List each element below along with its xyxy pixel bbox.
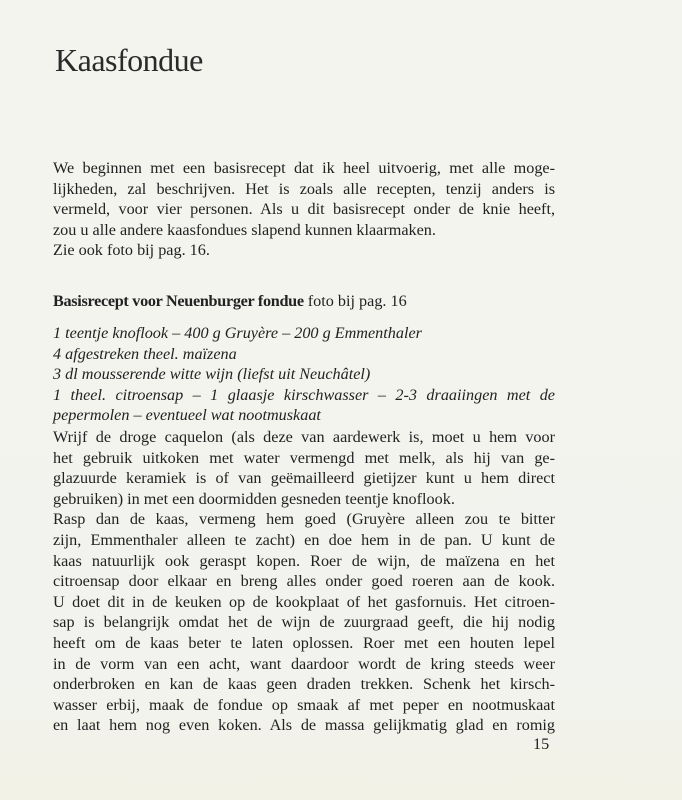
method-line: glazuurde keramiek is of van geëmailleerd gietijzer kunt u hem direct [53, 469, 555, 488]
ingredient-line: 3 dl mousserende witte wijn (liefst uit Neuchâtel) [53, 365, 371, 384]
intro-line: lijkheden, zal beschrijven. Het is zoals alle recepten, tenzij anders is [53, 179, 555, 198]
method-line: Rasp dan de kaas, vermeng hem goed (Gruyère alleen zou te bitter [53, 510, 555, 529]
page-title: Kaasfondue [55, 42, 203, 78]
recipe-heading [53, 291, 407, 311]
method-line: en laat hem nog even koken. Als de massa gelijkmatig glad en romig [53, 716, 555, 735]
ingredient-line: 1 theel. citroensap – 1 glaasje kirschwasser – 2-3 draaiingen met de [53, 385, 555, 404]
page-number: 15 [533, 735, 550, 753]
recipe-title: Basisrecept voor Neuenburger fondue [53, 292, 304, 310]
method-line: Wrijf de droge caquelon (als deze van aardewerk is, moet u hem voor [53, 428, 555, 446]
method-line: het gebruik uitkoken met water vermengd met melk, als hij van ge- [53, 448, 555, 467]
method-line: zijn, Emmenthaler alleen te zacht) en doe hem in de pan. U kunt de [53, 530, 555, 549]
method-line: kaas natuurlijk ook geraspt kopen. Roer de wijn, de maïzena en het [53, 551, 555, 570]
method-line: in de vorm van een acht, want daardoor wordt de kring steeds weer [53, 654, 555, 673]
ingredient-line: pepermolen – eventueel wat nootmuskaat [53, 406, 321, 425]
method-line: onderbroken en kan de kaas geen draden trekken. Schenk het kirsch- [53, 675, 555, 694]
intro-line: zou u alle andere kaasfondues slapend kunnen klaarmaken. [53, 220, 436, 239]
intro-line: vermeld, voor vier personen. Als u dit basisrecept onder de knie heeft, [53, 200, 555, 219]
intro-paragraph [53, 158, 555, 261]
method-line: sap is belangrijk omdat het de wijn de zuurgraad geeft, die hij nodig [53, 613, 555, 632]
ingredient-line: 1 teentje knoflook – 400 g Gruyère – 200 g Emmenthaler [53, 324, 422, 342]
method-paragraph [53, 427, 555, 736]
intro-line: We beginnen met een basisrecept dat ik heel uitvoerig, met alle moge- [53, 159, 555, 177]
method-line: wasser erbij, maak de fondue op smaak af met peper en nootmuskaat [53, 695, 555, 714]
method-line: gebruiken) in met een doormidden gesneden teentje knoflook. [53, 489, 455, 508]
method-line: U doet dit in de keuken op de kookplaat of het gasfornuis. Het citroen- [53, 592, 555, 611]
intro-line: Zie ook foto bij pag. 16. [53, 241, 210, 260]
ingredient-line: 4 afgestreken theel. maïzena [53, 344, 237, 363]
method-line: heeft om de kaas beter te laten oplossen. Roer met een houten lepel [53, 633, 555, 652]
ingredients-list [53, 323, 555, 426]
method-line: citroensap door elkaar en breng alles onder goed roeren aan de kook. [53, 572, 555, 591]
recipe-photo-reference: foto bij pag. 16 [303, 292, 407, 310]
